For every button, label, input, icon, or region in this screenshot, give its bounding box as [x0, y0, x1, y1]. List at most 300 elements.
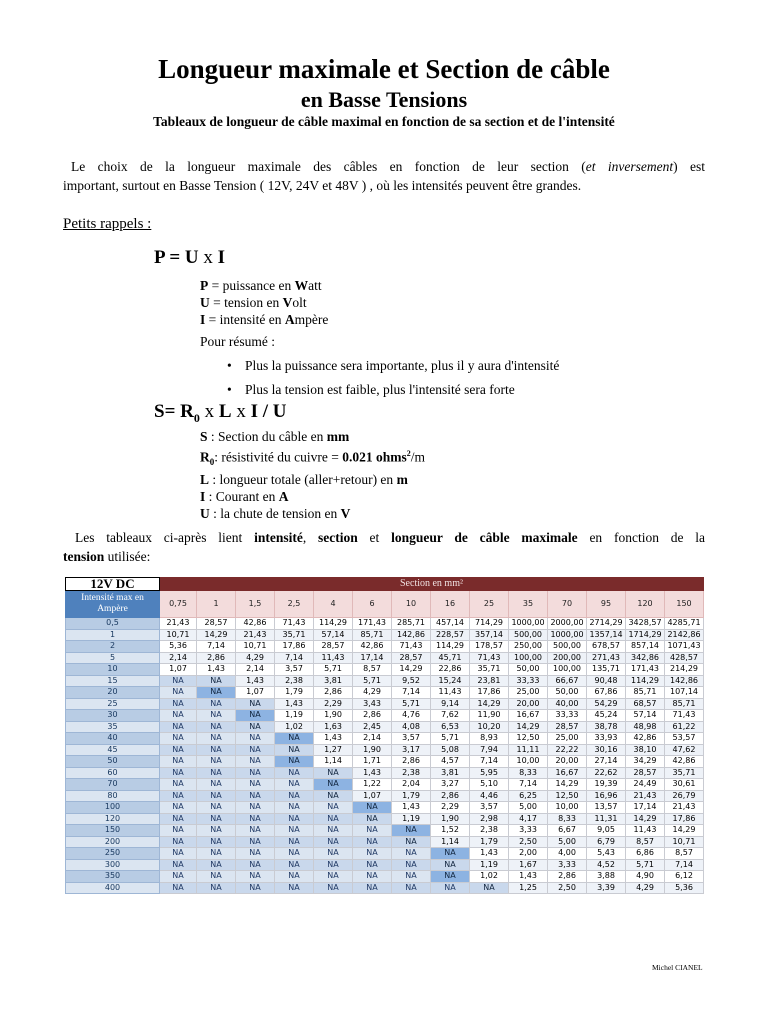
length-cell: 1,19	[275, 710, 314, 722]
length-cell: 45,24	[587, 710, 626, 722]
length-cell: 1,43	[392, 802, 431, 814]
length-cell: 1714,29	[626, 629, 665, 641]
table-row	[66, 687, 704, 699]
amperage-cell: 100	[66, 802, 160, 814]
length-cell: 25,00	[509, 687, 548, 699]
length-cell: 71,43	[392, 641, 431, 653]
length-cell: 1,22	[353, 779, 392, 791]
length-cell: NA	[314, 802, 353, 814]
length-cell: NA	[197, 675, 236, 687]
length-cell: NA	[392, 871, 431, 883]
length-cell: 28,57	[548, 721, 587, 733]
length-cell: 678,57	[587, 641, 626, 653]
length-cell: 7,14	[392, 687, 431, 699]
amperage-cell: 120	[66, 813, 160, 825]
length-cell: 20,00	[509, 698, 548, 710]
length-cell: 8,57	[626, 836, 665, 848]
length-cell: NA	[275, 802, 314, 814]
length-cell: 8,33	[509, 767, 548, 779]
length-cell: 3,33	[509, 825, 548, 837]
length-cell: 357,14	[470, 629, 509, 641]
length-cell: 14,29	[626, 813, 665, 825]
length-cell: 71,43	[665, 710, 704, 722]
length-cell: 48,98	[626, 721, 665, 733]
length-cell: 14,29	[197, 629, 236, 641]
length-cell: 5,71	[353, 675, 392, 687]
amperage-cell: 250	[66, 848, 160, 860]
length-cell: NA	[197, 871, 236, 883]
length-cell: 11,43	[626, 825, 665, 837]
length-cell: 228,57	[431, 629, 470, 641]
section-value: 150	[665, 591, 704, 618]
length-cell: NA	[160, 825, 197, 837]
length-cell: 35,71	[470, 664, 509, 676]
length-cell: NA	[275, 756, 314, 768]
table-row	[66, 698, 704, 710]
length-cell: 7,14	[197, 641, 236, 653]
length-cell: 5,08	[431, 744, 470, 756]
section-value: 25	[470, 591, 509, 618]
length-cell: 33,33	[548, 710, 587, 722]
length-cell: 11,43	[431, 687, 470, 699]
length-cell: NA	[160, 802, 197, 814]
length-cell: NA	[160, 790, 197, 802]
length-cell: NA	[197, 710, 236, 722]
length-cell: 21,43	[236, 629, 275, 641]
length-cell: NA	[275, 825, 314, 837]
length-cell: 428,57	[665, 652, 704, 664]
length-cell: NA	[160, 882, 197, 894]
length-cell: 5,00	[548, 836, 587, 848]
length-cell: 5,95	[470, 767, 509, 779]
length-cell: 42,86	[353, 641, 392, 653]
length-cell: NA	[392, 859, 431, 871]
amperage-cell: 10	[66, 664, 160, 676]
length-cell: 23,81	[470, 675, 509, 687]
table-row	[66, 733, 704, 745]
length-cell: 1,43	[353, 767, 392, 779]
length-cell: 25,00	[548, 733, 587, 745]
length-cell: 71,43	[470, 652, 509, 664]
length-cell: 2,29	[431, 802, 470, 814]
length-cell: NA	[353, 882, 392, 894]
length-cell: 19,39	[587, 779, 626, 791]
table-row	[66, 871, 704, 883]
length-cell: 53,57	[665, 733, 704, 745]
summary-bullet: • Plus la tension est faible, plus l'intensité sera forte	[227, 381, 559, 405]
length-cell: 68,57	[626, 698, 665, 710]
amperage-cell: 2	[66, 641, 160, 653]
section-value: 4	[314, 591, 353, 618]
length-cell: 2,86	[197, 652, 236, 664]
length-cell: NA	[275, 871, 314, 883]
length-cell: 28,57	[392, 652, 431, 664]
length-cell: 13,57	[587, 802, 626, 814]
length-cell: 42,86	[665, 756, 704, 768]
length-cell: 500,00	[509, 629, 548, 641]
length-cell: NA	[353, 825, 392, 837]
length-cell: 100,00	[548, 664, 587, 676]
defs1-definition: P = puissance en Watt	[200, 278, 322, 293]
length-cell: NA	[197, 813, 236, 825]
length-cell: 90,48	[587, 675, 626, 687]
length-cell: 4,57	[431, 756, 470, 768]
length-cell: 5,36	[665, 882, 704, 894]
length-cell: NA	[160, 698, 197, 710]
length-cell: 500,00	[548, 641, 587, 653]
length-cell: 9,52	[392, 675, 431, 687]
length-cell: 1,79	[392, 790, 431, 802]
length-cell: NA	[160, 859, 197, 871]
formula-power: P = U x I	[154, 247, 226, 268]
length-cell: 14,29	[665, 825, 704, 837]
power-definitions	[200, 277, 328, 328]
length-cell: 3,88	[587, 871, 626, 883]
length-cell: NA	[160, 767, 197, 779]
length-cell: 3428,57	[626, 618, 665, 630]
length-cell: 2,14	[353, 733, 392, 745]
length-cell: NA	[236, 813, 275, 825]
length-cell: 57,14	[626, 710, 665, 722]
length-cell: 10,20	[470, 721, 509, 733]
length-cell: 5,43	[587, 848, 626, 860]
length-cell: NA	[236, 790, 275, 802]
length-cell: NA	[275, 836, 314, 848]
length-cell: 35,71	[275, 629, 314, 641]
length-cell: 17,86	[470, 687, 509, 699]
defs2-definition: L : longueur totale (aller+retour) en m	[200, 472, 408, 488]
length-cell: 1,14	[314, 756, 353, 768]
length-cell: 1,19	[392, 813, 431, 825]
length-cell: NA	[470, 882, 509, 894]
length-cell: NA	[314, 871, 353, 883]
page-description: Tableaux de longueur de câble maximal en fonction de sa section et de l'intensité	[153, 114, 615, 129]
length-cell: 4,76	[392, 710, 431, 722]
length-cell: 4,29	[626, 882, 665, 894]
amperage-cell: 15	[66, 675, 160, 687]
length-cell: NA	[236, 733, 275, 745]
length-cell: 17,14	[626, 802, 665, 814]
length-cell: NA	[236, 721, 275, 733]
length-cell: 714,29	[470, 618, 509, 630]
cable-length-table-12v	[65, 577, 704, 894]
length-cell: 200,00	[548, 652, 587, 664]
defs1-definition: I = intensité en Ampère	[200, 312, 329, 327]
length-cell: 34,29	[626, 756, 665, 768]
table-section-row	[66, 591, 704, 618]
length-cell: 2,04	[392, 779, 431, 791]
length-cell: NA	[314, 767, 353, 779]
length-cell: 2,29	[314, 698, 353, 710]
length-cell: 6,86	[626, 848, 665, 860]
length-cell: 3,39	[587, 882, 626, 894]
length-cell: NA	[236, 767, 275, 779]
length-cell: 6,53	[431, 721, 470, 733]
amperage-cell: 35	[66, 721, 160, 733]
length-cell: NA	[314, 882, 353, 894]
section-value: 1	[197, 591, 236, 618]
table-row	[66, 664, 704, 676]
length-cell: 3,81	[431, 767, 470, 779]
length-cell: 11,43	[314, 652, 353, 664]
length-cell: NA	[314, 813, 353, 825]
section-header: Section en mm²	[160, 578, 704, 591]
length-cell: NA	[275, 733, 314, 745]
table-row	[66, 790, 704, 802]
length-cell: NA	[314, 779, 353, 791]
length-cell: 28,57	[197, 618, 236, 630]
length-cell: 9,14	[431, 698, 470, 710]
length-cell: NA	[236, 698, 275, 710]
length-cell: 1,71	[353, 756, 392, 768]
length-cell: 4,17	[509, 813, 548, 825]
defs1-definition: U = tension en Volt	[200, 295, 307, 310]
length-cell: 5,36	[160, 641, 197, 653]
table-row	[66, 710, 704, 722]
amperage-cell: 0,5	[66, 618, 160, 630]
length-cell: 1,52	[431, 825, 470, 837]
length-cell: NA	[160, 836, 197, 848]
length-cell: 6,67	[548, 825, 587, 837]
section-definitions	[200, 428, 425, 522]
amperage-cell: 200	[66, 836, 160, 848]
length-cell: NA	[197, 802, 236, 814]
length-cell: 1,63	[314, 721, 353, 733]
length-cell: NA	[236, 848, 275, 860]
length-cell: 1,43	[314, 733, 353, 745]
length-cell: 15,24	[431, 675, 470, 687]
voltage-label: 12V DC	[66, 578, 160, 591]
amperage-cell: 45	[66, 744, 160, 756]
length-cell: NA	[197, 848, 236, 860]
length-cell: 135,71	[587, 664, 626, 676]
amperage-cell: 50	[66, 756, 160, 768]
length-cell: 33,33	[509, 675, 548, 687]
length-cell: 1,02	[275, 721, 314, 733]
length-cell: 40,00	[548, 698, 587, 710]
length-cell: NA	[314, 848, 353, 860]
length-cell: 2,38	[392, 767, 431, 779]
section-value: 95	[587, 591, 626, 618]
length-cell: 57,14	[314, 629, 353, 641]
length-cell: 4285,71	[665, 618, 704, 630]
length-cell: NA	[431, 859, 470, 871]
length-cell: 14,29	[509, 721, 548, 733]
length-cell: NA	[236, 744, 275, 756]
length-cell: 17,86	[275, 641, 314, 653]
table-row	[66, 836, 704, 848]
length-cell: 20,00	[548, 756, 587, 768]
table-row	[66, 859, 704, 871]
section-value: 10	[392, 591, 431, 618]
length-cell: NA	[392, 882, 431, 894]
length-cell: 1,43	[509, 871, 548, 883]
length-cell: 7,14	[665, 859, 704, 871]
length-cell: 5,00	[509, 802, 548, 814]
length-cell: 8,33	[548, 813, 587, 825]
length-cell: NA	[160, 687, 197, 699]
resume-label: Pour résumé :	[200, 334, 275, 349]
length-cell: 10,71	[665, 836, 704, 848]
length-cell: 2,86	[431, 790, 470, 802]
length-cell: NA	[197, 859, 236, 871]
length-cell: 7,94	[470, 744, 509, 756]
length-cell: 1,25	[509, 882, 548, 894]
length-cell: 171,43	[626, 664, 665, 676]
length-cell: 2,98	[470, 813, 509, 825]
length-cell: NA	[197, 744, 236, 756]
length-cell: 1,90	[431, 813, 470, 825]
length-cell: NA	[160, 744, 197, 756]
length-cell: 1,43	[470, 848, 509, 860]
length-cell: 114,29	[626, 675, 665, 687]
length-cell: 22,62	[587, 767, 626, 779]
length-cell: 67,86	[587, 687, 626, 699]
length-cell: 2,50	[509, 836, 548, 848]
length-cell: NA	[160, 675, 197, 687]
length-cell: 30,61	[665, 779, 704, 791]
length-cell: 8,57	[353, 664, 392, 676]
length-cell: NA	[353, 836, 392, 848]
length-cell: 33,93	[587, 733, 626, 745]
length-cell: 10,00	[509, 756, 548, 768]
length-cell: 3,57	[470, 802, 509, 814]
length-cell: 50,00	[548, 687, 587, 699]
length-cell: NA	[353, 871, 392, 883]
length-cell: 114,29	[314, 618, 353, 630]
length-cell: 8,93	[470, 733, 509, 745]
length-cell: 11,90	[470, 710, 509, 722]
amperage-cell: 70	[66, 779, 160, 791]
tables-intro-paragraph: Les tableaux ci-après lient intensité, section et longueur de câble maximale en fonction de la tension utilisée:	[63, 530, 706, 564]
length-cell: 3,27	[431, 779, 470, 791]
length-cell: NA	[392, 848, 431, 860]
page-subtitle: en Basse Tensions	[300, 87, 468, 112]
table-row	[66, 641, 704, 653]
table-row	[66, 813, 704, 825]
section-value: 35	[509, 591, 548, 618]
length-cell: 4,29	[353, 687, 392, 699]
length-cell: NA	[160, 721, 197, 733]
length-cell: NA	[353, 859, 392, 871]
length-cell: 1000,00	[548, 629, 587, 641]
amperage-cell: 25	[66, 698, 160, 710]
length-cell: 7,14	[470, 756, 509, 768]
length-cell: 2,38	[275, 675, 314, 687]
length-cell: NA	[431, 882, 470, 894]
length-cell: 1,79	[275, 687, 314, 699]
length-cell: 2,14	[236, 664, 275, 676]
length-cell: NA	[236, 882, 275, 894]
length-cell: 66,67	[548, 675, 587, 687]
length-cell: 5,71	[431, 733, 470, 745]
length-cell: 857,14	[626, 641, 665, 653]
length-cell: 1071,43	[665, 641, 704, 653]
length-cell: 2,50	[548, 882, 587, 894]
length-cell: 3,57	[275, 664, 314, 676]
section-value: 6	[353, 591, 392, 618]
length-cell: 17,86	[665, 813, 704, 825]
length-cell: NA	[275, 848, 314, 860]
length-cell: NA	[197, 721, 236, 733]
length-cell: 271,43	[587, 652, 626, 664]
length-cell: 4,29	[236, 652, 275, 664]
length-cell: NA	[236, 836, 275, 848]
length-cell: 45,71	[431, 652, 470, 664]
length-cell: 1,90	[353, 744, 392, 756]
length-cell: 1,43	[275, 698, 314, 710]
length-cell: 26,79	[665, 790, 704, 802]
length-cell: 38,10	[626, 744, 665, 756]
length-cell: 2142,86	[665, 629, 704, 641]
length-cell: NA	[160, 779, 197, 791]
length-cell: 2,86	[392, 756, 431, 768]
length-cell: NA	[392, 836, 431, 848]
length-cell: 3,43	[353, 698, 392, 710]
length-cell: 12,50	[509, 733, 548, 745]
length-cell: NA	[160, 756, 197, 768]
length-cell: 1,07	[353, 790, 392, 802]
section-value: 16	[431, 591, 470, 618]
length-cell: NA	[197, 836, 236, 848]
length-cell: 2,00	[509, 848, 548, 860]
length-cell: 4,46	[470, 790, 509, 802]
length-cell: NA	[275, 767, 314, 779]
length-cell: 8,57	[665, 848, 704, 860]
length-cell: 2714,29	[587, 618, 626, 630]
length-cell: 5,71	[392, 698, 431, 710]
length-cell: 142,86	[665, 675, 704, 687]
amperage-cell: 30	[66, 710, 160, 722]
table-header-row	[66, 578, 704, 591]
length-cell: 85,71	[353, 629, 392, 641]
length-cell: 1357,14	[587, 629, 626, 641]
length-cell: 47,62	[665, 744, 704, 756]
length-cell: 16,67	[509, 710, 548, 722]
length-cell: 7,14	[275, 652, 314, 664]
amperage-cell: 400	[66, 882, 160, 894]
length-cell: 2000,00	[548, 618, 587, 630]
length-cell: 10,00	[548, 802, 587, 814]
length-cell: 21,43	[160, 618, 197, 630]
length-cell: NA	[197, 767, 236, 779]
defs2-definition: S : Section du câble en mm	[200, 429, 350, 444]
length-cell: 178,57	[470, 641, 509, 653]
length-cell: 21,43	[626, 790, 665, 802]
length-cell: 17,14	[353, 652, 392, 664]
length-cell: 1000,00	[509, 618, 548, 630]
length-cell: NA	[197, 698, 236, 710]
amperage-cell: 60	[66, 767, 160, 779]
table-row	[66, 882, 704, 894]
length-cell: 10,71	[236, 641, 275, 653]
length-cell: NA	[197, 687, 236, 699]
defs2-definition: U : la chute de tension en V	[200, 506, 351, 522]
author-signature: Michel CIANEL	[652, 963, 703, 972]
length-cell: 38,78	[587, 721, 626, 733]
table-row	[66, 779, 704, 791]
length-cell: 7,14	[509, 779, 548, 791]
table-row	[66, 618, 704, 630]
length-cell: 100,00	[509, 652, 548, 664]
summary-bullet: • Plus la puissance sera importante, plus il y aura d'intensité	[227, 357, 559, 381]
length-cell: NA	[275, 859, 314, 871]
length-cell: NA	[392, 825, 431, 837]
defs2-definition: I : Courant en A	[200, 489, 289, 505]
length-cell: 2,38	[470, 825, 509, 837]
length-cell: 5,71	[626, 859, 665, 871]
length-cell: 142,86	[392, 629, 431, 641]
